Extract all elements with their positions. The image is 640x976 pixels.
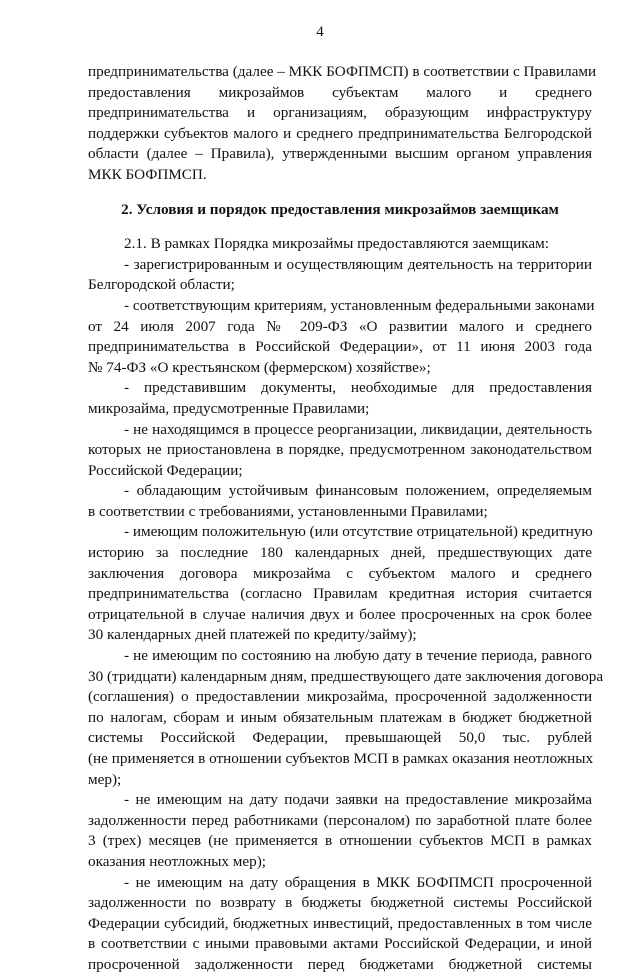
text-line: предоставления микрозаймов субъектам малого и среднего [88,83,592,101]
text-line: предпринимательства и организациям, образующим инфраструктуру [88,104,592,122]
text-line: микрозайма, предусмотренные Правилами; [88,399,370,417]
list-item [88,646,604,790]
text-line: - представившим документы, необходимые для предоставления [124,379,592,397]
list-item [88,420,592,482]
text-line: - имеющим положительную (или отсутствие отрицательной) кредитную [124,523,593,541]
text-line: (соглашения) о предоставлении микрозайма, просроченной задолженности [88,688,592,706]
text-line: в соответствии с требованиями, установленными Правилами; [88,502,488,520]
list-of-conditions [88,255,604,976]
text-line: отрицательной в случае наличия двух и более просроченных на срок более [88,605,592,623]
text-line: 30 календарных дней платежей по кредиту/займу); [88,626,417,644]
text-line: - зарегистрированным и осуществляющим деятельность на территории [124,255,592,273]
document-body [88,62,604,976]
text-line: предпринимательства в Российской Федерации», от 11 июня 2003 года [88,338,592,356]
text-line: Федерации субсидий, бюджетных инвестиций, предоставленных в том числе [88,914,592,932]
text-line: от 24 июля 2007 года № 209-ФЗ «О развитии малого и среднего [88,317,592,335]
list-item [88,790,592,872]
text-line: историю за последние 180 календарных дней, предшествующих дате [88,544,592,562]
text-line: МКК БОФПМСП. [88,165,207,183]
list-item [88,255,592,296]
text-line: предпринимательства (далее – МКК БОФПМСП) в соответствии с Правилами [88,63,597,80]
text-line: - не имеющим на дату подачи заявки на предоставление микрозайма [124,791,592,809]
text-line: области (далее – Правила), утвержденными высшим органом управления [88,145,592,163]
text-line: просроченной задолженности перед бюджетами бюджетной системы [88,955,592,973]
section-heading: 2. Условия и порядок предоставления микрозаймов заемщикам [121,200,559,218]
text-line: мер); [88,770,122,788]
text-line: (не применяется в отношении субъектов МСП в рамках оказания неотложных [88,750,594,767]
text-line: в соответствии с иными правовыми актами Российской Федерации, и иной [88,935,592,953]
list-item [88,378,592,419]
intro-paragraph [88,62,597,186]
text-line: № 74-ФЗ «О крестьянском (фермерском) хозяйстве»; [88,358,431,376]
text-line: поддержки субъектов малого и среднего предпринимательства Белгородской [88,124,592,142]
text-line: - соответствующим критериям, установленным федеральными законами [124,296,595,314]
text-line: системы Российской Федерации, превышающей 50,0 тыс. рублей [88,729,592,747]
list-item [88,873,592,976]
text-line: 30 (тридцати) календарным дням, предшествующего дате заключения договора [88,667,604,685]
text-line: - не имеющим на дату обращения в МКК БОФПМСП просроченной [124,873,592,891]
page-number: 4 [316,24,324,40]
text-line: предпринимательства (согласно Правилам кредитная история считается [88,585,592,603]
text-line: задолженности перед работниками (персоналом) по заработной плате более [88,811,592,829]
text-line: - не находящимся в процессе реорганизации, ликвидации, деятельность [124,420,592,438]
list-item [88,522,592,646]
text-line: Белгородской области; [88,276,235,294]
list-item [88,296,595,378]
list-item [88,481,592,522]
text-line: Российской Федерации; [88,461,243,479]
text-line: - не имеющим по состоянию на любую дату в течение периода, равного [124,647,592,665]
text-line: по налогам, сборам и иным обязательным платежам в бюджет бюджетной [88,708,592,726]
text-line: 3 (трех) месяцев (не применяется в отношении субъектов МСП в рамках [88,832,592,850]
text-line: оказания неотложных мер); [88,852,267,870]
paragraph-2-1: 2.1. В рамках Порядка микрозаймы предоставляются заемщикам: [124,235,549,253]
text-line: заключения договора микрозайма с субъектом малого и среднего [88,564,592,582]
text-line: - обладающим устойчивым финансовым положением, определяемым [124,482,592,500]
text-line: которых не приостановлена в порядке, предусмотренном законодательством [88,441,592,459]
text-line: задолженности по возврату в бюджеты бюджетной системы Российской [88,894,592,912]
